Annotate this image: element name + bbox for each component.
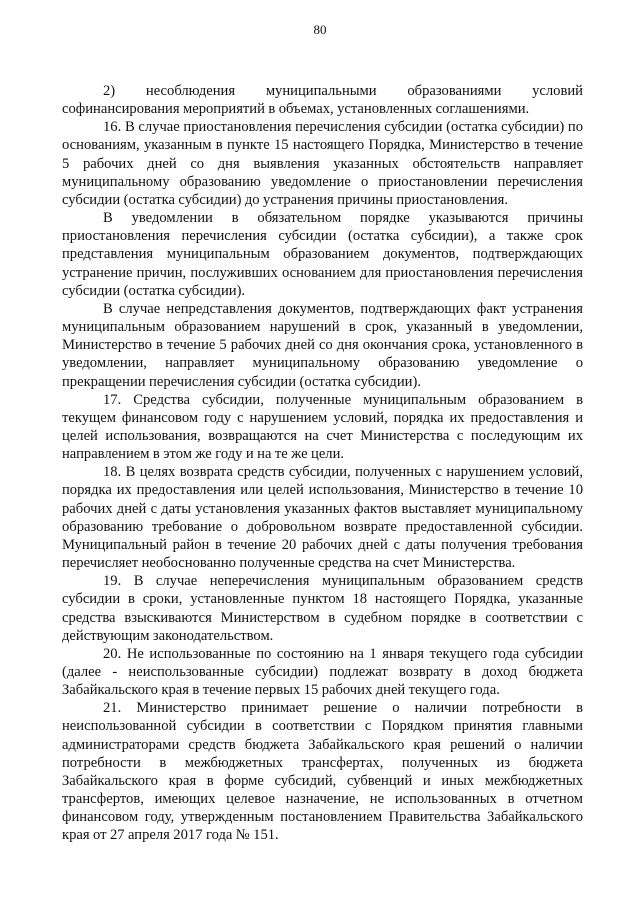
paragraph-clause-17: 17. Средства субсидии, полученные муниципальным образованием в текущем финансовом году с нарушением условий, порядка их предоставления и целей использования, возвращаются на счет Министерства с последующим их направлением в этом же году и на те же цели.: [62, 391, 583, 463]
document-body: [62, 82, 583, 845]
paragraph-clause-16: 16. В случае приостановления перечисления субсидии (остатка субсидии) по основаниям, указанным в пункте 15 настоящего Порядка, Министерство в течение 5 рабочих дней со дня выявления указанных обстоятельств направляет муниципальному образованию уведомление о приостановлении перечисления субсидии (остатка субсидии) до устранения причины приостановления.: [62, 119, 583, 208]
paragraph-clause-19: 19. В случае неперечисления муниципальным образованием средств субсидии в сроки, установленные пунктом 18 настоящего Порядка, указанные средства взыскиваются Министерством в судебном порядке в соответствии с действующим законодательством.: [62, 573, 583, 644]
paragraph-notification-content: В уведомлении в обязательном порядке указываются причины приостановления перечисления субсидии (остатка субсидии), а также срок представления муниципальным образованием документов, подтверждающих устранение причин, послуживших основанием для приостановления перечисления субсидии (остатка субсидии).: [62, 210, 583, 299]
paragraph-non-submission: В случае непредставления документов, подтверждающих факт устранения муниципальным образованием нарушений в срок, указанный в уведомлении, Министерство в течение 5 рабочих дней со дня окончания срока, установленного в уведомлении, направляет муниципальному образованию уведомление о прекращении перечисления субсидии (остатка субсидии).: [62, 300, 583, 390]
paragraph-clause-21: 21. Министерство принимает решение о наличии потребности в неиспользованной субсидии в соответствии с Порядком принятия главными администраторами средств бюджета Забайкальского края решений о наличии потребности в межбюджетных трансфертах, полученных из бюджета Забайкальского края в форме субсидий, субвенций и иных межбюджетных трансфертов, имеющих целевое назначение, не использованных в отчетном финансовом году, утвержденным постановлением Правительства Забайкальского края от 27 апреля 2017 года № 151.: [62, 700, 583, 844]
paragraph-clause-18: 18. В целях возврата средств субсидии, полученных с нарушением условий, порядка их предоставления или целей использования, Министерство в течение 10 рабочих дней с даты установления указанных фактов выставляет муниципальному образованию требование о добровольном возврате предоставленной субсидии. Муниципальный район в течение 20 рабочих дней с даты получения требования перечисляет необоснованно полученные средства на счет Министерства.: [62, 464, 583, 572]
paragraph-clause-20: 20. Не использованные по состоянию на 1 января текущего года субсидии (далее - неиспользованные субсидии) подлежат возврату в доход бюджета Забайкальского края в течение первых 15 рабочих дней текущего года.: [62, 645, 583, 699]
paragraph-item-2: 2) несоблюдения муниципальными образованиями условий софинансирования мероприятий в объемах, установленных соглашениями.: [62, 83, 583, 118]
page-number: 80: [313, 22, 327, 37]
